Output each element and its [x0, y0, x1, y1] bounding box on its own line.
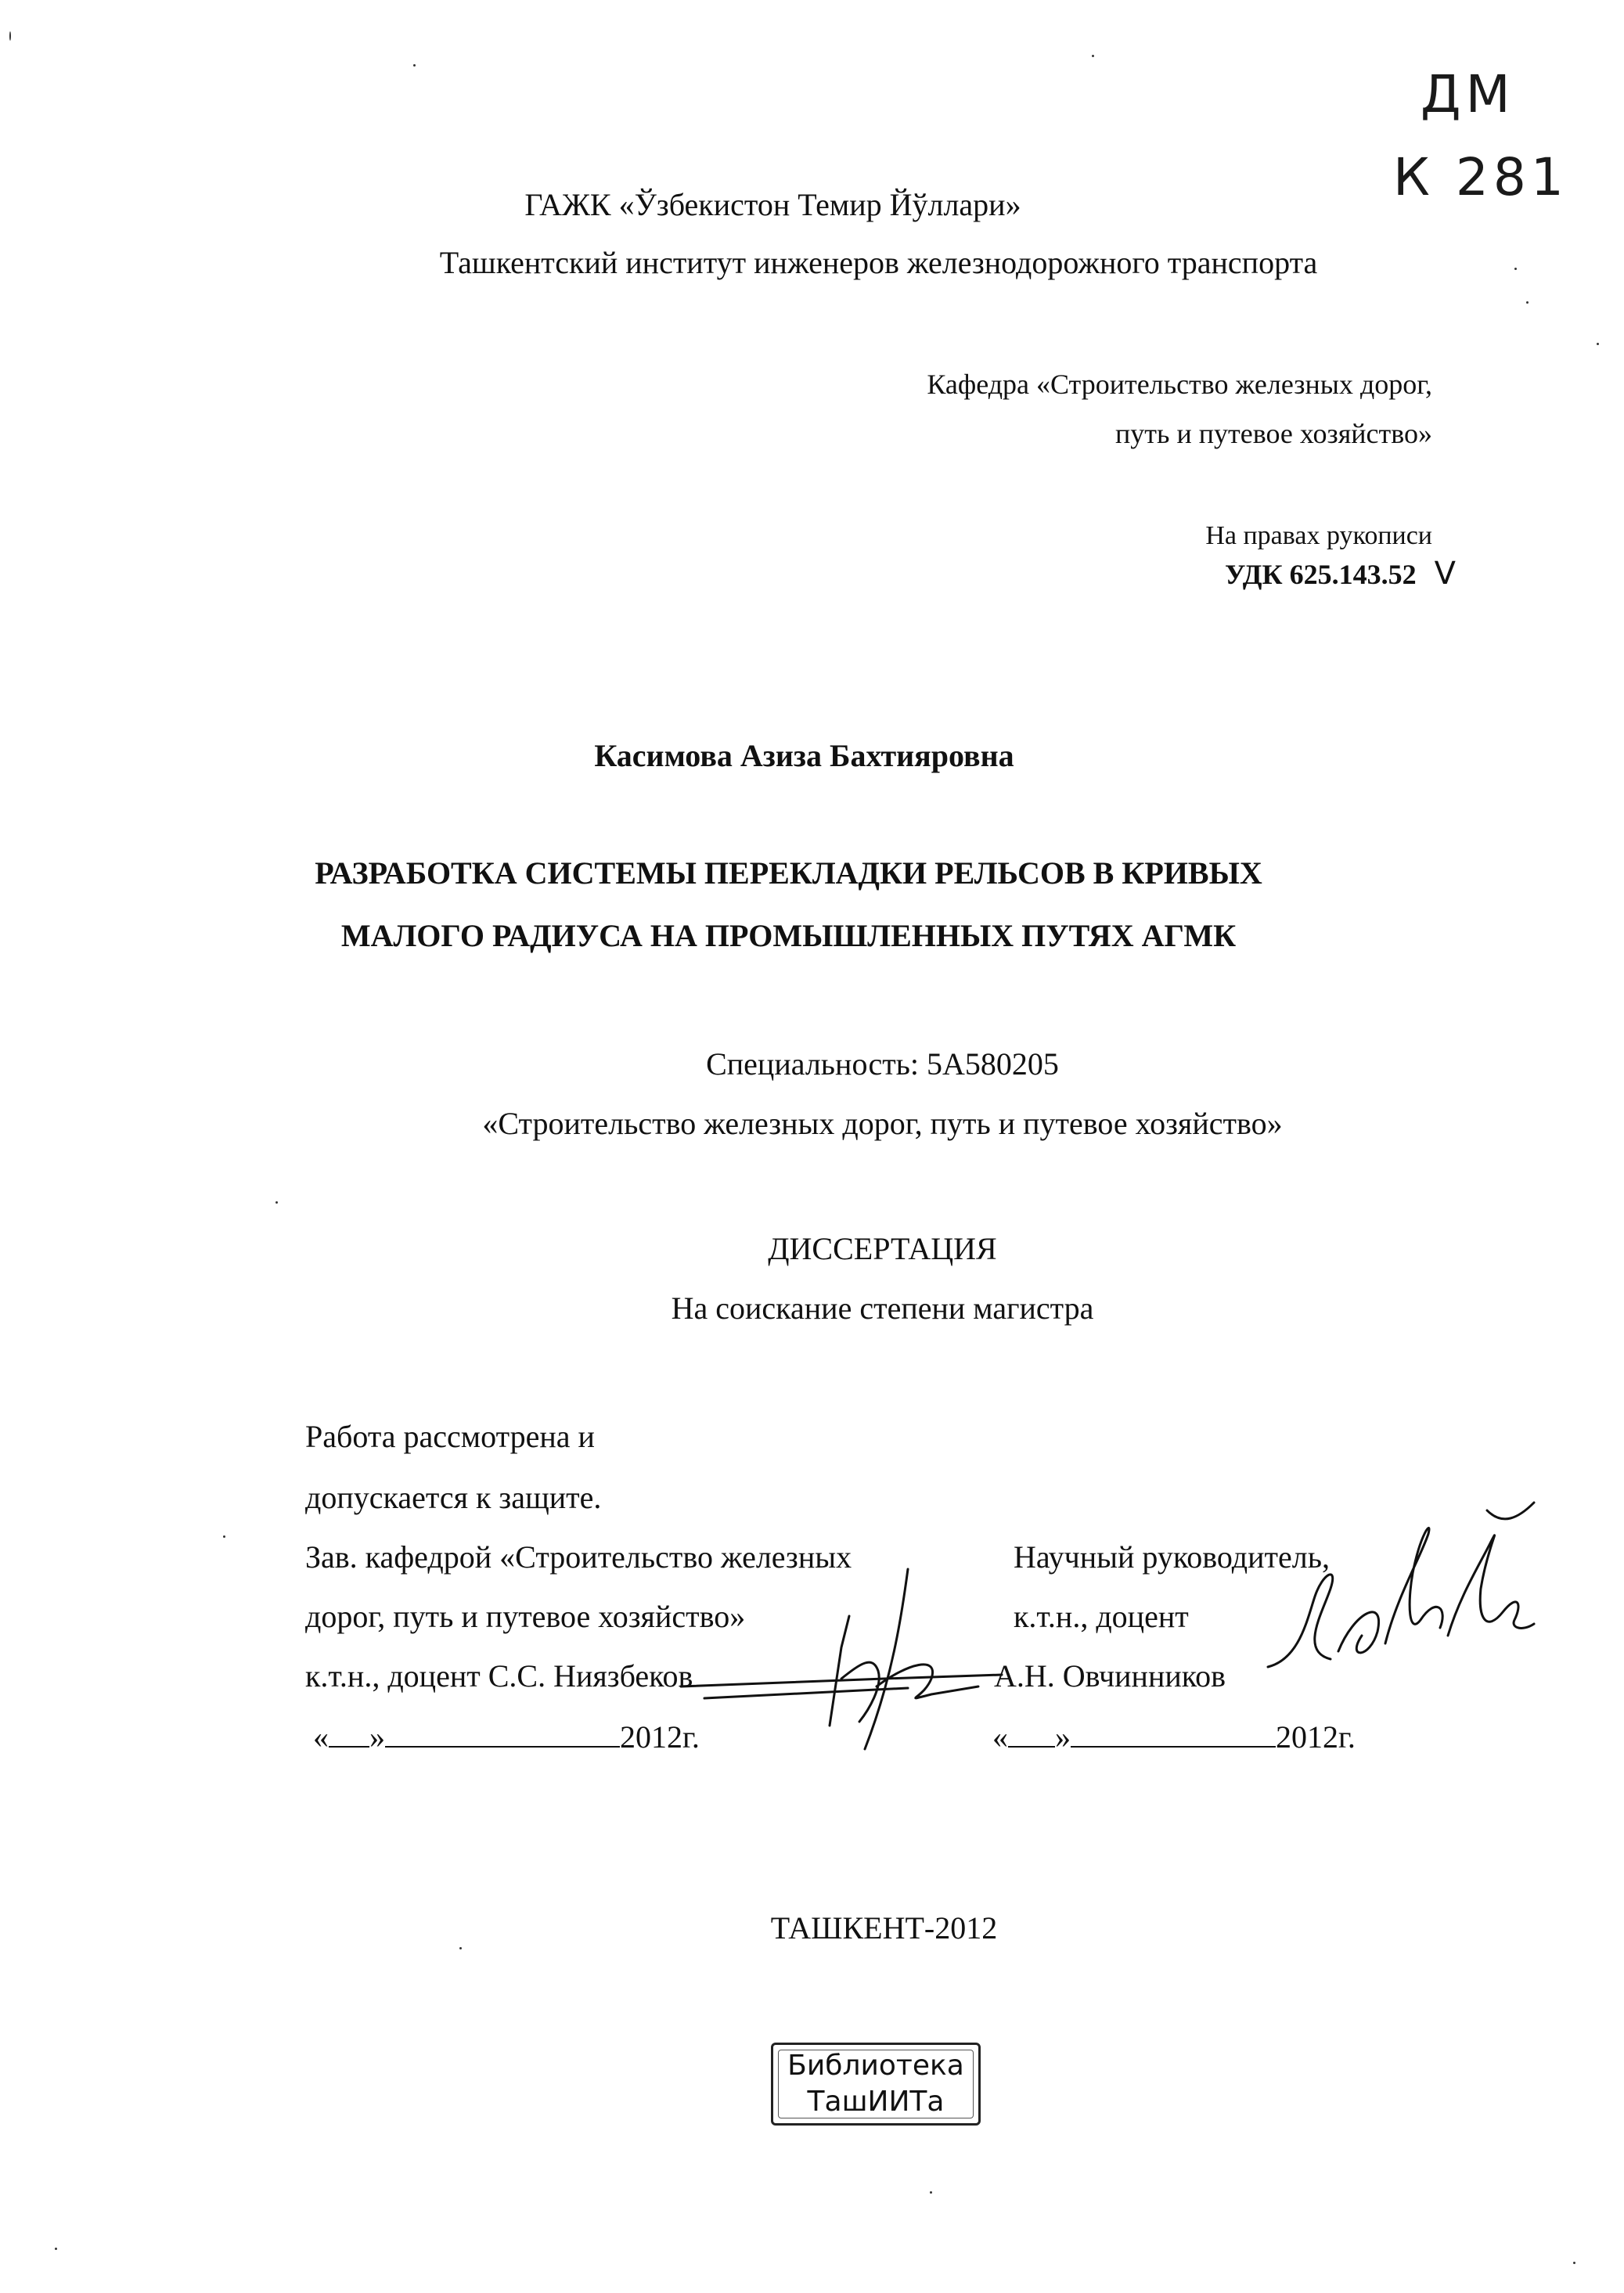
approval-line1: Работа рассмотрена и — [305, 1419, 595, 1454]
supervisor-line1: Научный руководитель, — [1014, 1539, 1330, 1575]
month-blank — [1071, 1722, 1276, 1748]
scan-dot — [55, 2248, 57, 2250]
department-line1: Кафедра «Строительство железных дорог, — [927, 369, 1432, 400]
thesis-title-line2: МАЛОГО РАДИУСА НА ПРОМЫШЛЕННЫХ ПУТЯХ АГМК — [340, 918, 1237, 953]
handwritten-note-line2: К 281 — [1393, 147, 1568, 207]
head-of-department-line3: к.т.н., доцент С.С. Ниязбеков — [305, 1658, 693, 1694]
scan-dot — [413, 64, 416, 67]
institute-name: Ташкентский институт инженеров железнодорожного транспорта — [439, 245, 1318, 280]
city-year: ТАШКЕНТ-2012 — [770, 1910, 998, 1946]
day-blank — [1008, 1722, 1055, 1748]
work-type: ДИССЕРТАЦИЯ — [768, 1231, 997, 1266]
date-quote-close: » — [1055, 1719, 1071, 1755]
stamp-line1: Библиотека — [787, 2050, 964, 2082]
manuscript-rights: На правах рукописи — [1205, 521, 1432, 550]
date-quote-close: » — [369, 1719, 385, 1755]
organization-name: ГАЖК «Ўзбекистон Темир Йўллари» — [524, 187, 1021, 222]
specialty-name: «Строительство железных дорог, путь и путевое хозяйство» — [482, 1106, 1283, 1141]
thesis-title-line1: РАЗРАБОТКА СИСТЕМЫ ПЕРЕКЛАДКИ РЕЛЬСОВ В КРИВЫХ — [315, 855, 1262, 891]
head-of-department-line2: дорог, путь и путевое хозяйство» — [305, 1599, 746, 1634]
scan-dot — [1597, 343, 1599, 345]
head-signature — [673, 1569, 1002, 1757]
handwritten-note-line1: ДМ — [1421, 64, 1515, 124]
udc-code — [1225, 556, 1456, 592]
scan-mark — [9, 31, 11, 41]
specialty-code: Специальность: 5А580205 — [706, 1046, 1059, 1082]
department-line2: путь и путевое хозяйство» — [1115, 418, 1432, 449]
scan-dot — [459, 1947, 462, 1949]
approval-line2: допускается к защите. — [305, 1480, 602, 1515]
scan-dot — [1092, 55, 1094, 57]
head-date-line — [313, 1719, 700, 1755]
supervisor-line3: А.Н. Овчинников — [994, 1658, 1226, 1694]
date-quote-open: « — [313, 1719, 329, 1755]
scan-dot — [275, 1201, 278, 1204]
day-blank — [329, 1722, 369, 1748]
udc-text: УДК 625.143.52 — [1224, 559, 1417, 590]
scan-dot — [1573, 2262, 1575, 2264]
scan-dot — [930, 2191, 932, 2194]
scan-dot — [223, 1535, 225, 1538]
head-date-year: 2012г. — [620, 1719, 700, 1755]
stamp-line2: ТашИИТа — [807, 2086, 945, 2118]
check-mark: V — [1434, 556, 1456, 592]
month-blank — [385, 1722, 620, 1748]
date-quote-open: « — [992, 1719, 1008, 1755]
author-name: Касимова Азиза Бахтияровна — [594, 738, 1014, 773]
library-stamp — [771, 2043, 981, 2126]
head-of-department-line1: Зав. кафедрой «Строительство железных — [305, 1539, 852, 1575]
scan-dot — [1526, 301, 1529, 304]
supervisor-date-year: 2012г. — [1276, 1719, 1356, 1755]
supervisor-date-line — [992, 1719, 1356, 1755]
supervisor-signature — [1252, 1503, 1550, 1683]
supervisor-line2: к.т.н., доцент — [1014, 1599, 1189, 1634]
degree-sought: На соискание степени магистра — [671, 1290, 1094, 1326]
